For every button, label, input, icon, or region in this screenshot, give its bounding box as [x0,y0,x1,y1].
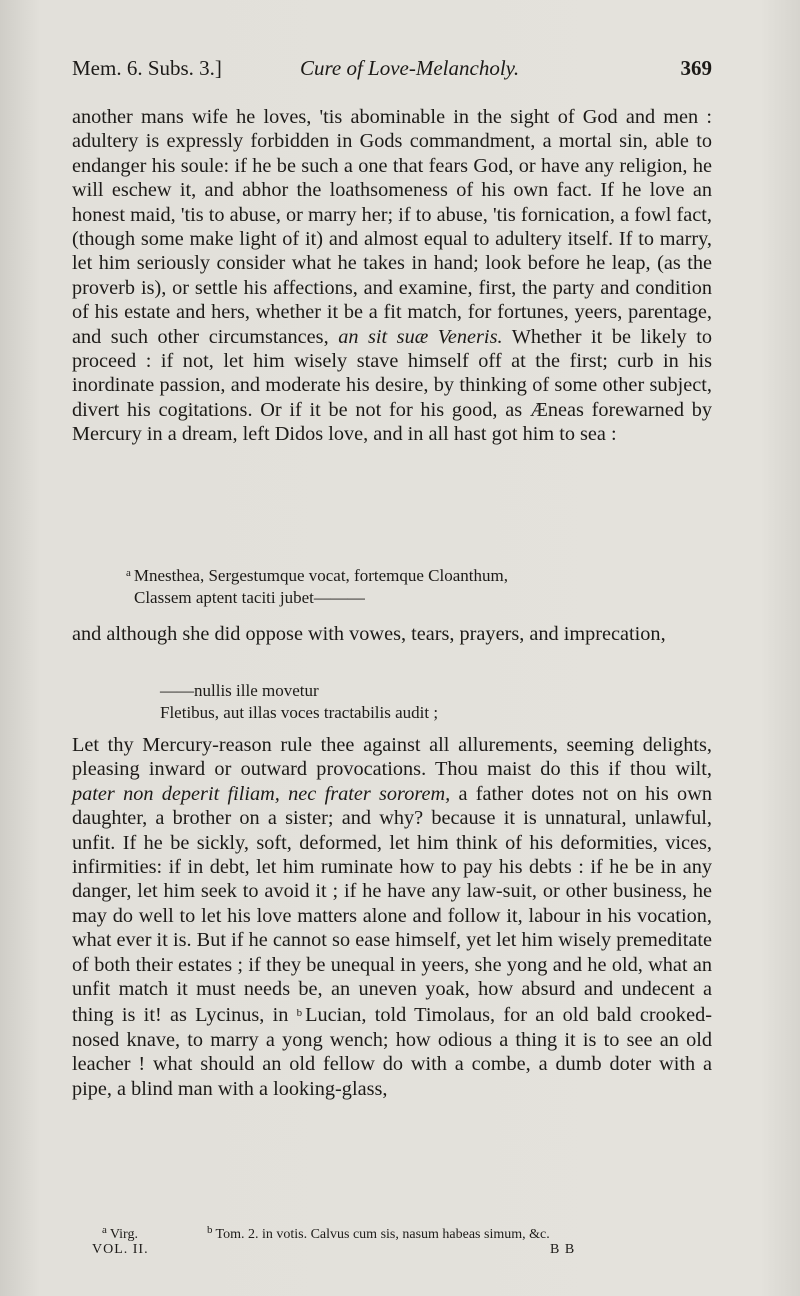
footnote-marker-b: b [296,1007,303,1020]
section-reference: Mem. 6. Subs. 3.] [72,56,222,80]
paragraph-1 [72,105,712,447]
verse-quotation-1 [126,562,508,609]
paragraph-2-text: and although she did oppose with vowes, tears, prayers, and imprecation, [72,623,666,645]
verse-quotation-2 [160,680,438,724]
paragraph-3 [72,733,712,1101]
footnote-marker-a: a [126,567,131,579]
footnote-b-marker: b [207,1224,213,1236]
footnote-a-text: Virg. [109,1227,138,1242]
paragraph-3-italic: pater non deperit filiam, nec frater sororem, [72,782,451,805]
paragraph-2 [72,622,712,646]
footnote-a-marker: a [102,1224,107,1236]
volume-label: VOL. II. [92,1242,149,1257]
paragraph-3-text: Let thy Mercury-reason rule thee against all allurements, seeming delights, pleasing inward or outward provocations. Thou maist do this if thou wilt, [72,734,712,781]
running-header [72,56,724,88]
paragraph-1-italic: an sit suæ Veneris. [338,325,503,348]
verse-2-line-1: ——nullis ille movetur [160,681,319,700]
verse-1-line-1-text: Mnesthea, Sergestumque vocat, fortemque Cloanthum, [133,566,508,585]
paragraph-1-continuation: Whether it be likely to proceed : if not, let him wisely stave himself off at the first; curb in his inordinate passion, and moderate his desire, by thinking of some other subject, divert his cogitations. Or if it be not for his good, as Æneas forewarned by Mercury in a dream, left Didos love, and in all hast got him to sea : [72,325,712,446]
running-title: Cure of Love-Melancholy. [300,56,520,80]
paragraph-3-ending: Lucian, told Timolaus, for an old bald crooked-nosed knave, to marry a yong wench; how odious a thing it is to see an old leacher ! what should an old fellow do with a combe, a dumb doter with a pipe, a blind man with a looking-glass, [72,1004,712,1100]
page-number: 369 [680,56,712,80]
verse-1-line-2: Classem aptent taciti jubet——— [134,588,365,607]
verse-1-line-1 [126,562,508,587]
verse-2-line-2: Fletibus, aut illas voces tractabilis audit ; [160,703,439,722]
paragraph-3-continuation: a father dotes not on his own daughter, a brother on a sister; and why? because it is unnatural, unlawful, unfit. If he be sickly, soft, deformed, let him think of his deformities, vices, infirmities: if in debt, let him ruminate how to pay his debts : if he be in any danger, let him seek to avoid it ; if he have any law-suit, or other business, he may do well to let his love matters alone and follow it, labour in his vocation, what ever it is. But if he cannot so ease himself, yet let him wisely premeditate of both their estates ; if they be unequal in yeers, she yong and he old, what an unfit match it must needs be, an uneven yoak, how absurd and undecent a thing is it! as Lycinus, in [72,782,712,1027]
footnote-b [207,1220,550,1245]
footnote-b-text: Tom. 2. in votis. Calvus cum sis, nasum habeas simum, &c. [215,1227,550,1242]
signature-mark: B B [550,1242,576,1257]
paragraph-1-text: another mans wife he loves, 'tis abominable in the sight of God and men : adultery is expressly forbidden in Gods commandment, a mortal sin, able to endanger his soule: if he be such a one that fears God, or have any religion, he will eschew it, and abhor the loathsomeness of his own fact. If he love an honest maid, 'tis to abuse, or marry her; if to abuse, 'tis fornication, a fowl fact, (though some make light of it) and almost equal to adultery itself. If to marry, let him seriously consider what he takes in hand; look before he leap, (as the proverb is), or settle his affections, and examine, first, the party and condition of his estate and hers, whether it be a fit match, for fortunes, yeers, parentage, and such other circumstances, [72,106,712,348]
